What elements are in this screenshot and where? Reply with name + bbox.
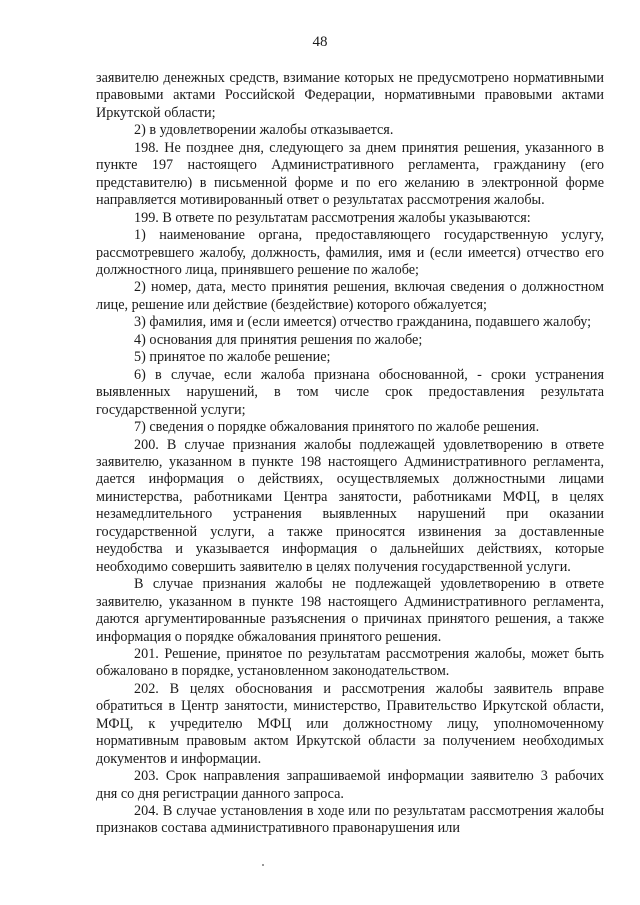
- paragraph-199-item-6: 6) в случае, если жалоба признана обоснованной, - сроки устранения выявленных нарушений, в том числе срок предоставления результата государственной услуги;: [96, 366, 604, 418]
- paragraph-199-item-4: 4) основания для принятия решения по жалобе;: [134, 331, 423, 348]
- paragraph-199-item-5: 5) принятое по жалобе решение;: [134, 349, 331, 366]
- page-number: 48: [312, 34, 328, 50]
- paragraph-continuation: заявителю денежных средств, взимание которых не предусмотрено нормативными правовыми актами Российской Федерации, нормативными правовыми актами Иркутской области;: [96, 70, 604, 121]
- paragraph-199-item-2: 2) номер, дата, место принятия решения, включая сведения о должностном лице, решение или действие (бездействие) которого обжалуется;: [96, 279, 604, 313]
- paragraph-200: 200. В случае признания жалобы подлежащей удовлетворению в ответе заявителю, указанном в пункте 198 настоящего Административного регламента, дается информация о действиях, осуществляемых должностными лицами министерства, работниками Центра занятости, работниками МФЦ, в целях незамедлительного устранения выявленных нарушений при оказании государственной услуги, а также приносятся извинения за доставленные неудобства и указывается информация о дальнейших действиях, которые необходимо совершить заявителю в целях получения государственной услуги.: [96, 436, 604, 575]
- paragraph-204: 204. В случае установления в ходе или по результатам рассмотрения жалобы признаков состава административного правонарушения или: [96, 803, 604, 837]
- paragraph-item-2-refusal: 2) в удовлетворении жалобы отказывается.: [134, 122, 394, 139]
- scan-speck: [262, 864, 264, 866]
- paragraph-198: 198. Не позднее дня, следующего за днем принятия решения, указанного в пункте 197 настоящего Административного регламента, гражданину (его представителю) в письменной форме и по его желанию в электронной форме направляется мотивированный ответ о результатах рассмотрения жалобы.: [96, 139, 604, 209]
- paragraph-203: 203. Срок направления запрашиваемой информации заявителю 3 рабочих дня со дня регистрации данного запроса.: [96, 768, 604, 802]
- paragraph-200-refusal-case: В случае признания жалобы не подлежащей удовлетворению в ответе заявителю, указанном в пункте 198 настоящего Административного регламента, даются аргументированные разъяснения о причинах принятого решения, а также информация о порядке обжалования принятого решения.: [96, 576, 604, 645]
- paragraph-201: 201. Решение, принятое по результатам рассмотрения жалобы, может быть обжаловано в порядке, установленном законодательством.: [96, 645, 604, 680]
- paragraph-199-item-1: 1) наименование органа, предоставляющего государственную услугу, рассмотревшего жалобу, должность, фамилия, имя и (если имеется) отчество его должностного лица, принявшего решение по жалобе;: [96, 227, 604, 278]
- paragraph-199: 199. В ответе по результатам рассмотрения жалобы указываются:: [134, 209, 531, 226]
- paragraph-199-item-7: 7) сведения о порядке обжалования принятого по жалобе решения.: [134, 419, 540, 436]
- document-body: [96, 70, 604, 838]
- paragraph-199-item-3: 3) фамилия, имя и (если имеется) отчество гражданина, подавшего жалобу;: [134, 314, 592, 331]
- paragraph-202: 202. В целях обоснования и рассмотрения жалобы заявитель вправе обратиться в Центр занятости, министерство, Правительство Иркутской области, МФЦ, к учредителю МФЦ или должностному лицу, уполномоченному нормативным правовым актом Иркутской области за получением необходимых документов и информации.: [96, 680, 604, 767]
